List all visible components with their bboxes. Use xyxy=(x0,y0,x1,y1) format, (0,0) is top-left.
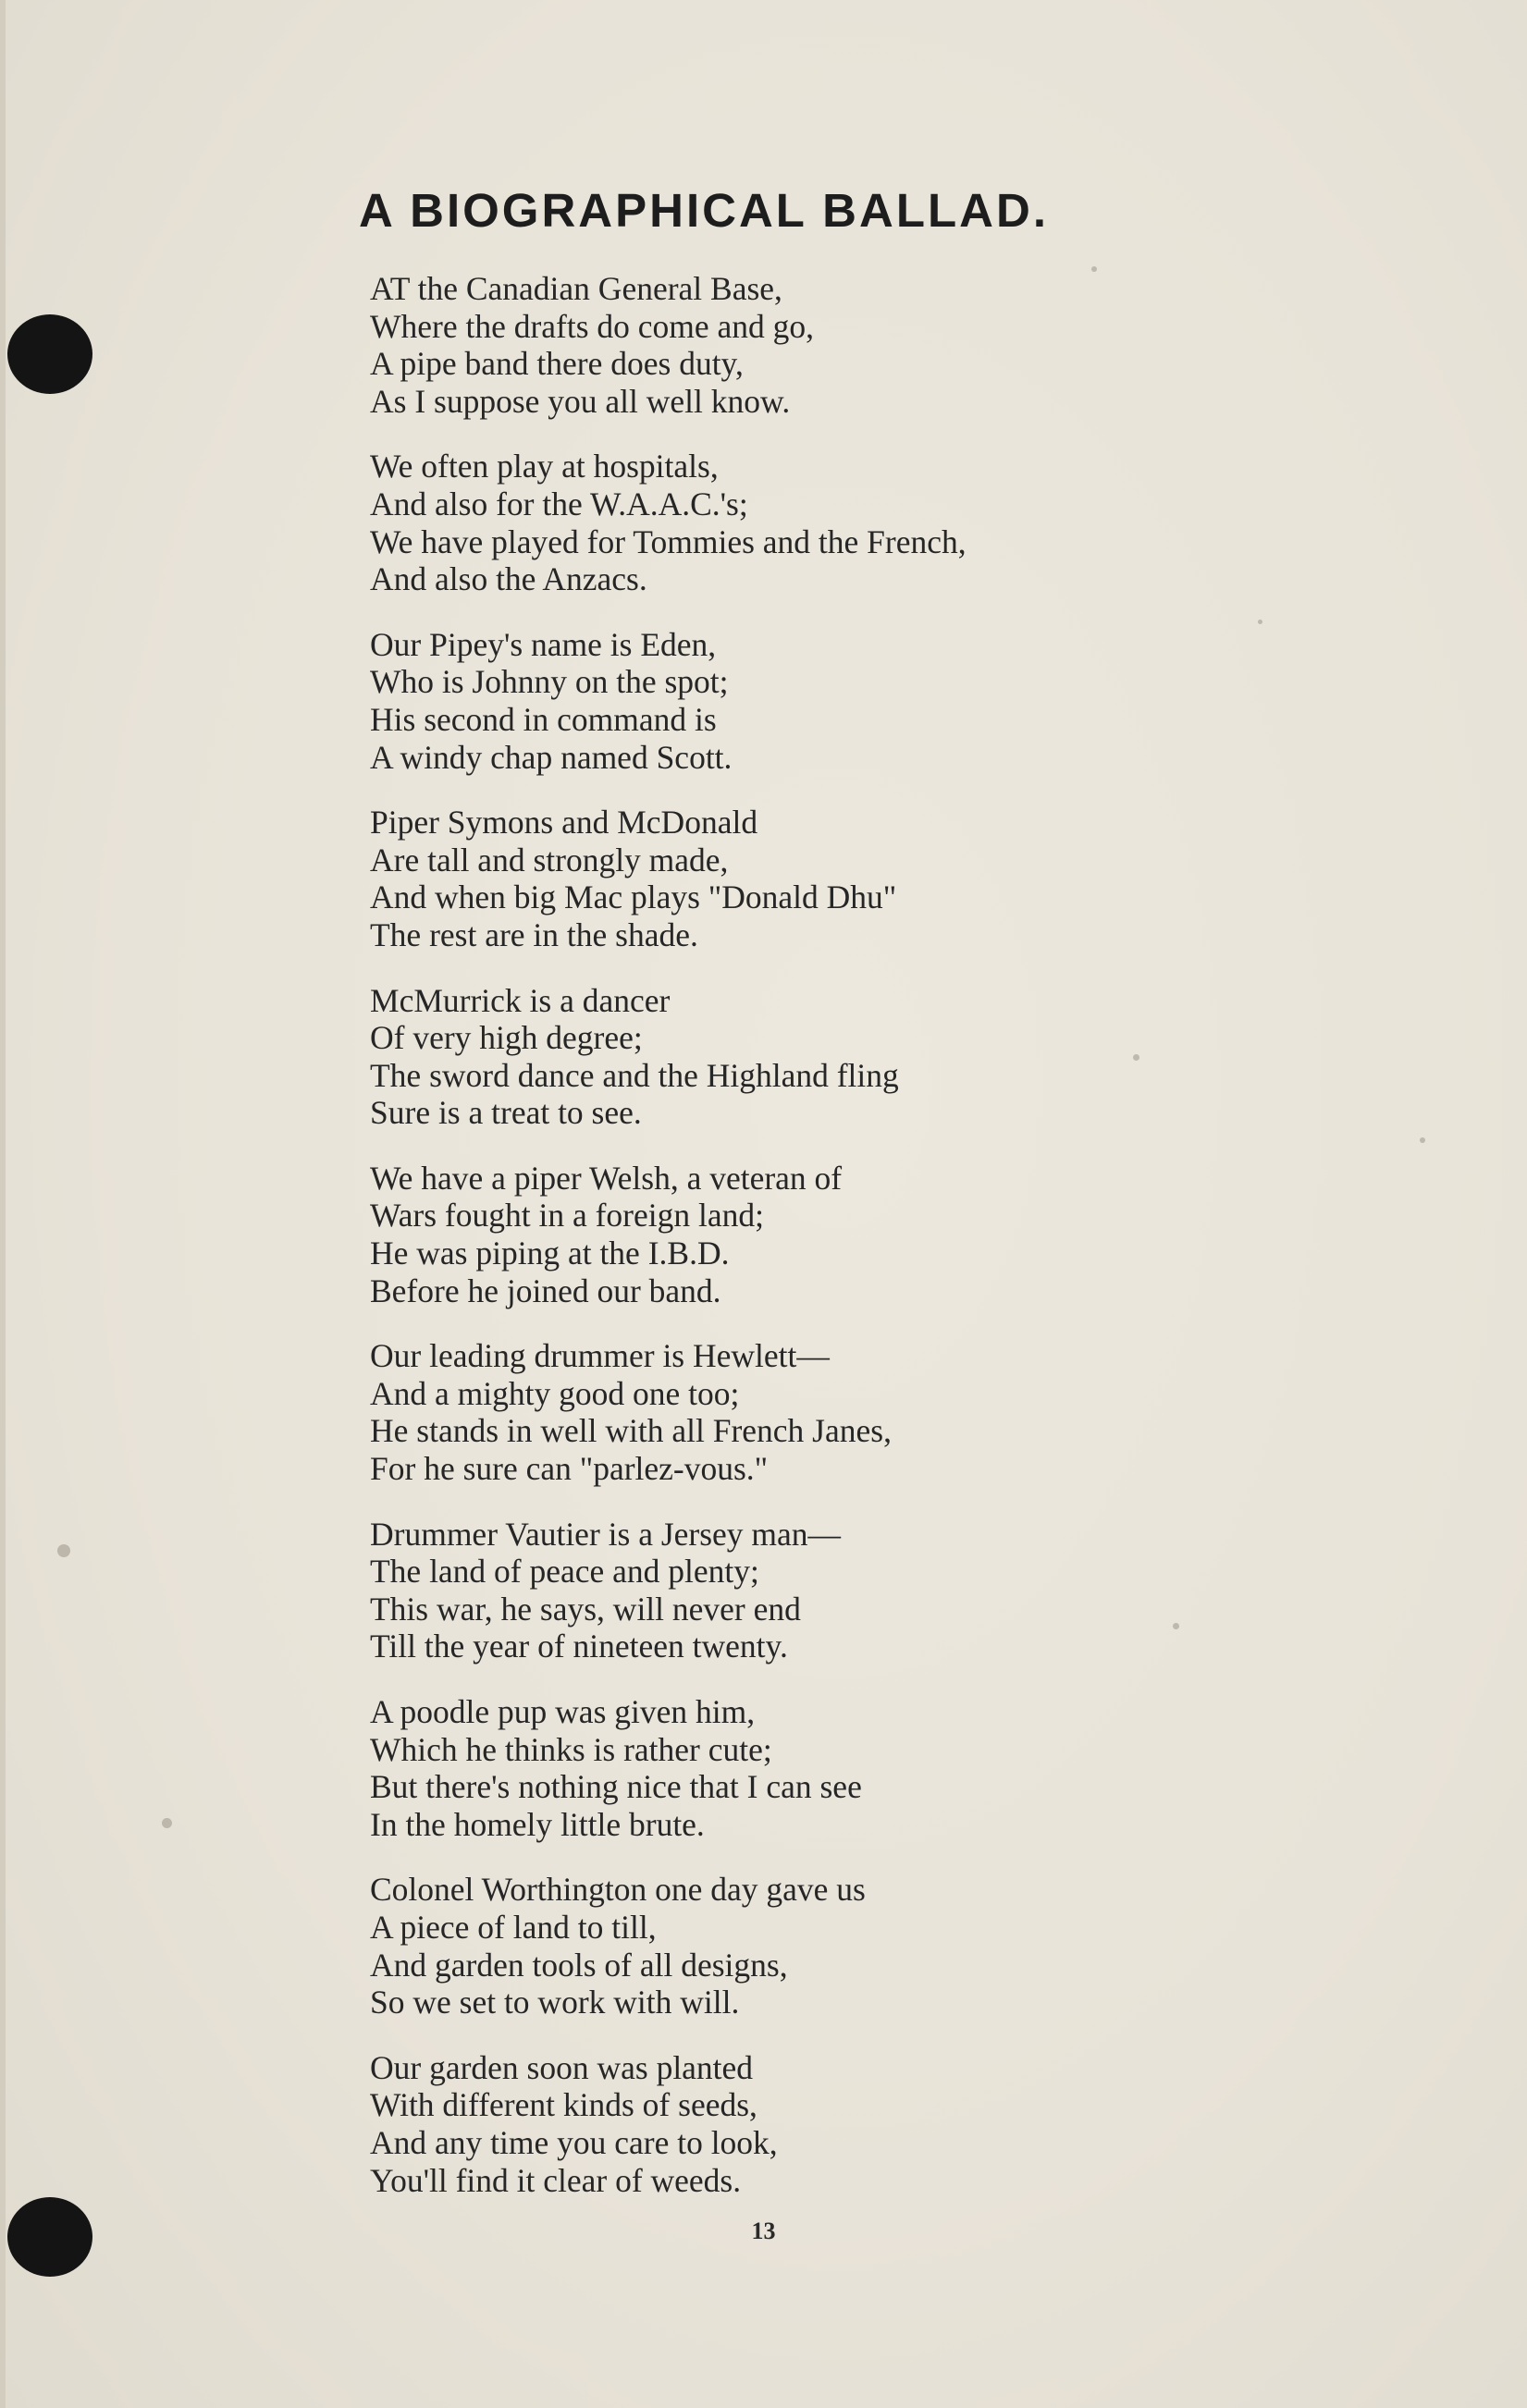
poem-line: He was piping at the I.B.D. xyxy=(370,1235,730,1272)
poem-line: And any time you care to look, xyxy=(370,2123,778,2161)
ballad-title: A BIOGRAPHICAL BALLAD. xyxy=(359,184,1049,237)
stanza-11 xyxy=(370,2049,1295,2199)
stanza-8 xyxy=(370,1516,1295,1665)
poem-line: Are tall and strongly made, xyxy=(370,841,729,878)
poem-line: A windy chap named Scott. xyxy=(370,738,733,776)
stanza-7 xyxy=(370,1337,1295,1487)
poem-line: You'll find it clear of weeds. xyxy=(370,2161,742,2199)
poem-line: Who is Johnny on the spot; xyxy=(370,663,729,701)
poem-line: For he sure can "parlez-vous." xyxy=(370,1450,769,1488)
page-number: 13 xyxy=(751,2218,776,2244)
stanza-10 xyxy=(370,1871,1295,2021)
poem-line: McMurrick is a dancer xyxy=(370,981,671,1019)
stanza-9 xyxy=(370,1693,1295,1843)
poem-line: The rest are in the shade. xyxy=(370,915,698,953)
poem-line: As I suppose you all well know. xyxy=(370,382,791,420)
poem-line: Colonel Worthington one day gave us xyxy=(370,1871,866,1909)
stanza-6 xyxy=(370,1160,1295,1309)
poem-line: And garden tools of all designs, xyxy=(370,1946,788,1984)
poem-line: A piece of land to till, xyxy=(370,1908,657,1946)
poem-line: And also the Anzacs. xyxy=(370,560,647,598)
poem-line: A pipe band there does duty, xyxy=(370,345,744,383)
poem-line: We have played for Tommies and the French, xyxy=(370,522,967,560)
poem-line: But there's nothing nice that I can see xyxy=(370,1768,862,1806)
poem xyxy=(370,270,1295,2227)
paper-speck xyxy=(162,1818,172,1828)
page-binding-edge xyxy=(0,0,6,2408)
poem-line: The sword dance and the Highland fling xyxy=(370,1056,899,1094)
poem-line: Where the drafts do come and go, xyxy=(370,307,815,345)
poem-line: AT the Canadian General Base, xyxy=(370,270,782,307)
paper-speck xyxy=(1420,1137,1425,1143)
stanza-2 xyxy=(370,448,1295,597)
stanza-1 xyxy=(370,270,1295,420)
stanza-5 xyxy=(370,982,1295,1132)
poem-line: Before he joined our band. xyxy=(370,1272,721,1309)
poem-line: He stands in well with all French Janes, xyxy=(370,1412,892,1450)
poem-line: Piper Symons and McDonald xyxy=(370,804,758,842)
poem-line: A poodle pup was given him, xyxy=(370,1693,756,1730)
poem-line: His second in command is xyxy=(370,700,717,738)
poem-line: This war, he says, will never end xyxy=(370,1590,801,1628)
poem-line: Our Pipey's name is Eden, xyxy=(370,625,717,663)
stanza-3 xyxy=(370,626,1295,776)
poem-line: Till the year of nineteen twenty. xyxy=(370,1628,788,1665)
poem-line: Wars fought in a foreign land; xyxy=(370,1197,764,1235)
poem-line: The land of peace and plenty; xyxy=(370,1553,759,1591)
poem-line: Drummer Vautier is a Jersey man— xyxy=(370,1515,842,1553)
poem-line: We often play at hospitals, xyxy=(370,448,719,485)
poem-line: And when big Mac plays "Donald Dhu" xyxy=(370,878,897,916)
paper-speck xyxy=(57,1544,70,1557)
poem-line: With different kinds of seeds, xyxy=(370,2086,757,2124)
poem-line: Our garden soon was planted xyxy=(370,2048,754,2086)
poem-line: Of very high degree; xyxy=(370,1019,643,1057)
poem-line: In the homely little brute. xyxy=(370,1805,705,1843)
poem-line: And a mighty good one too; xyxy=(370,1374,740,1412)
punch-hole-top xyxy=(7,314,92,394)
stanza-4 xyxy=(370,804,1295,953)
poem-line: And also for the W.A.A.C.'s; xyxy=(370,485,748,522)
poem-line: So we set to work with will. xyxy=(370,1984,740,2021)
poem-line: We have a piper Welsh, a veteran of xyxy=(370,1159,843,1197)
poem-line: Sure is a treat to see. xyxy=(370,1094,642,1132)
poem-line: Which he thinks is rather cute; xyxy=(370,1730,772,1768)
poem-line: Our leading drummer is Hewlett— xyxy=(370,1337,830,1375)
